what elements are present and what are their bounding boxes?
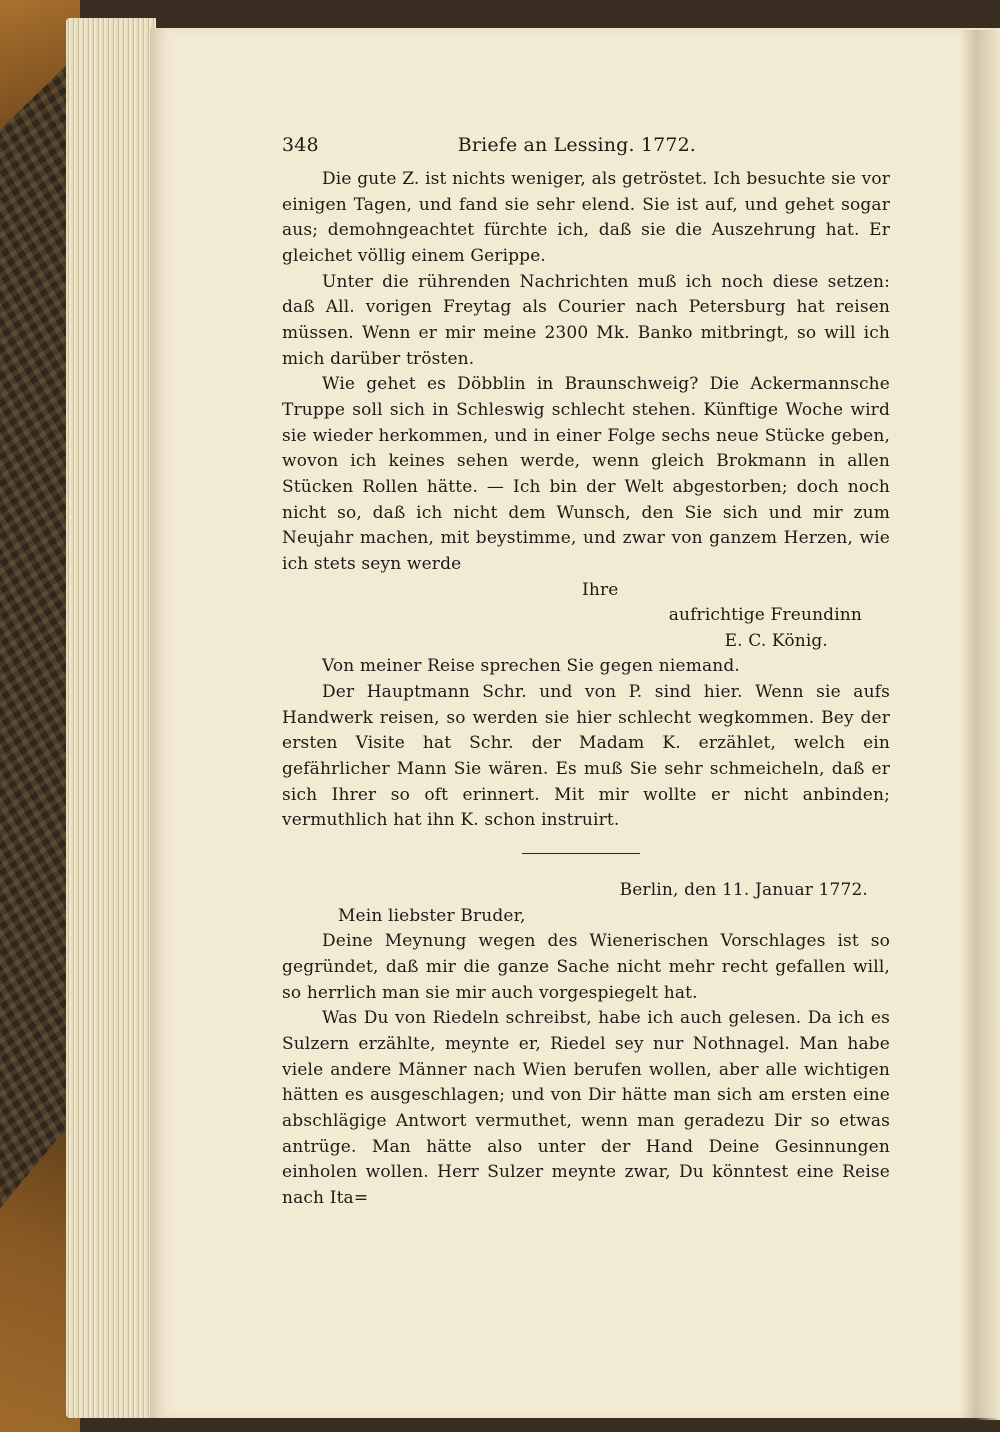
- page-number: 348: [282, 134, 319, 156]
- running-title: Briefe an Lessing. 1772.: [457, 134, 696, 156]
- postscript: Der Hauptmann Schr. und von P. sind hier. Wenn sie aufs Handwerk reisen, so werden sie hier schlecht wegkommen. Bey der ersten Visite hat Schr. der Madam K. erzählet, welch ein gefährlicher Mann Sie wären. Es muß Sie sehr schmeicheln, daß er sich Ihrer so oft erinnert. Mit mir wollte er nicht anbinden; vermuthlich hat ihn K. schon instruirt.: [282, 682, 890, 831]
- dateline: Berlin, den 11. Januar 1772.: [619, 880, 868, 901]
- closing-line: aufrichtige Freundinn: [668, 605, 862, 626]
- paragraph: Die gute Z. ist nichts weniger, als getröstet. Ich besuchte sie vor einigen Tagen, und fand sie sehr elend. Sie ist auf, und gehet sogar aus; demohngeachtet fürchte ich, daß sie die Auszehrung hat. Er gleichet völlig einem Gerippe.: [282, 169, 890, 266]
- page-edges: [66, 18, 156, 1418]
- postscript: Von meiner Reise sprechen Sie gegen niemand.: [322, 656, 740, 677]
- closing-word: Ihre: [582, 579, 619, 600]
- paragraph: Was Du von Riedeln schreibst, habe ich auch gelesen. Da ich es Sulzern erzählte, meynte er, Riedel sey nur Nothnagel. Man habe viele andere Männer nach Wien berufen wollen, aber alle wichtigen hätten es ausgeschlagen; und von Dir hätte man sich am ersten eine abschlägige Antwort vermuthet, wenn man geradezu Dir so etwas antrüge. Man hätte also unter der Hand Deine Gesinnungen einholen wollen. Herr Sulzer meynte zwar, Du könntest eine Reise nach Ita=: [282, 1008, 890, 1208]
- paragraph: Wie gehet es Döbblin in Braunschweig? Die Ackermannsche Truppe soll sich in Schleswig schlecht stehen. Künftige Woche wird sie wieder herkommen, und in einer Folge sechs neue Stücke geben, wovon ich keines sehen werde, wenn gleich Brokmann in allen Stücken Rollen hätte. — Ich bin der Welt abgestorben; doch noch nicht so, daß ich nicht dem Wunsch, den Sie sich und mir zum Neujahr machen, mit beystimme, und zwar von ganzem Herzen, wie ich stets seyn werde: [282, 374, 890, 574]
- page-gutter: [960, 30, 1000, 1420]
- signature: E. C. König.: [724, 630, 828, 651]
- running-header: [282, 133, 890, 167]
- letter-divider-rule: [522, 853, 640, 854]
- paragraph: Unter die rührenden Nachrichten muß ich noch diese setzen: daß All. vorigen Freytag als Courier nach Petersburg hat reisen müssen. Wenn er mir meine 2300 Mk. Banko mitbringt, so will ich mich darüber trösten.: [282, 271, 890, 369]
- page-text-block: [282, 133, 890, 1212]
- salutation: Mein liebster Bruder,: [338, 905, 526, 926]
- paragraph: Deine Meynung wegen des Wienerischen Vorschlages ist so gegründet, daß mir die ganze Sache nicht mehr recht gefallen will, so herrlich man sie mir auch vorgespiegelt hat.: [282, 931, 890, 1003]
